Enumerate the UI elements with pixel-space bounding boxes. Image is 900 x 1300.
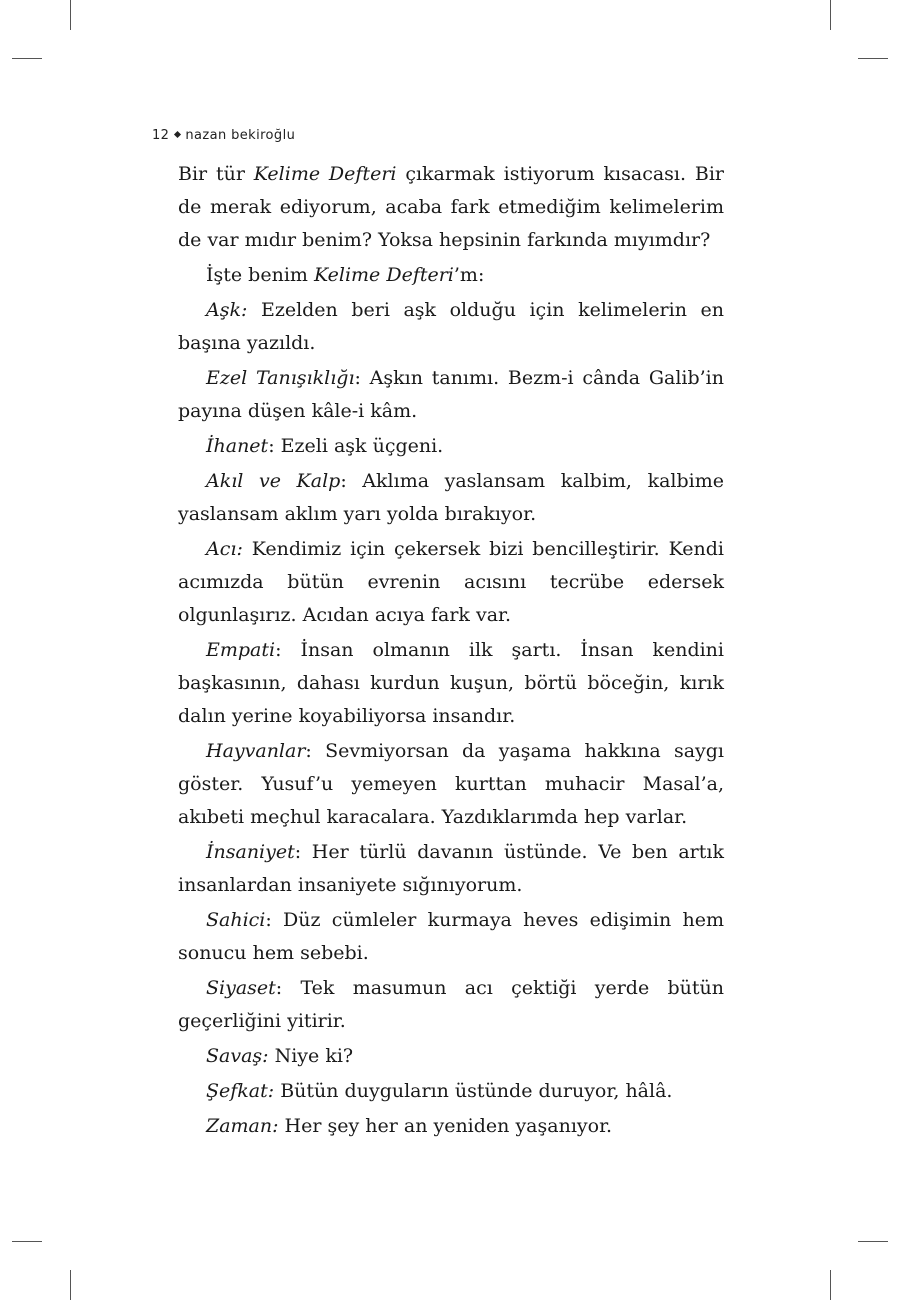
crop-mark-left-bottom bbox=[12, 1241, 42, 1242]
crop-mark-top-left bbox=[70, 0, 71, 30]
term-label: Savaş: bbox=[206, 1045, 269, 1067]
paragraph bbox=[178, 735, 724, 834]
paragraph-text: : Düz cümleler kurmaya heves edişimin hem sonucu hem sebebi. bbox=[178, 909, 724, 964]
author-name: nazan bekiroğlu bbox=[185, 128, 296, 143]
term-label: Ezel Tanışıklığı bbox=[206, 367, 355, 389]
paragraph bbox=[178, 1040, 724, 1073]
term-label: Empati bbox=[206, 639, 276, 661]
paragraph-text: çıkarmak istiyorum kısacası. Bir de merak ediyorum, acaba fark etmediğim kelimelerim de var mıdır benim? Yoksa hepsinin farkında mıyımdır? bbox=[178, 163, 724, 251]
term-label: Aşk: bbox=[206, 299, 248, 321]
paragraph bbox=[178, 533, 724, 632]
term-label: İhanet bbox=[206, 435, 269, 457]
crop-mark-right-top bbox=[858, 58, 888, 59]
paragraph-text: : Sevmiyorsan da yaşama hakkına saygı göster. Yusuf’u yemeyen kurttan muhacir Masal’a, akıbeti meçhul karacalara. Yazdıklarımda hep varlar. bbox=[178, 740, 724, 828]
paragraph-text: : Her türlü davanın üstünde. Ve ben artık insanlardan insaniyete sığınıyorum. bbox=[178, 841, 724, 896]
paragraph-text: : Tek masumun acı çektiği yerde bütün geçerliğini yitirir. bbox=[178, 977, 724, 1032]
crop-mark-right-bottom bbox=[858, 1241, 888, 1242]
term-label: Sahici bbox=[206, 909, 266, 931]
paragraph-text: : İnsan olmanın ilk şartı. İnsan kendini başkasının, dahası kurdun kuşun, börtü böceğin, kırık dalın yerine koyabiliyorsa insandır. bbox=[178, 639, 724, 727]
paragraph-text: : Aşkın tanımı. Bezm-i cânda Galib’in payına düşen kâle-i kâm. bbox=[178, 367, 724, 422]
paragraph-text: Bir tür bbox=[178, 163, 254, 185]
paragraph bbox=[178, 634, 724, 733]
paragraph-text: : Aklıma yaslansam kalbim, kalbime yaslansam aklım yarı yolda bırakıyor. bbox=[178, 470, 724, 525]
paragraph-text: Her şey her an yeniden yaşanıyor. bbox=[278, 1115, 613, 1137]
paragraph-text: Kendimiz için çekersek bizi bencilleştirir. Kendi acımızda bütün evrenin acısını tecrübe edersek olgunlaşırız. Acıdan acıya fark var. bbox=[178, 538, 724, 626]
paragraph bbox=[178, 259, 724, 292]
paragraph-text: Niye ki? bbox=[268, 1045, 354, 1067]
paragraph bbox=[178, 294, 724, 360]
term-label: İnsaniyet bbox=[206, 841, 295, 863]
term-label: Şefkat: bbox=[206, 1080, 275, 1102]
paragraph-text: Bütün duyguların üstünde duruyor, hâlâ. bbox=[274, 1080, 673, 1102]
body-text bbox=[178, 158, 724, 1145]
running-head bbox=[152, 128, 295, 143]
paragraph-text: İşte benim bbox=[206, 264, 314, 286]
crop-mark-bottom-right bbox=[830, 1270, 831, 1300]
paragraph bbox=[178, 362, 724, 428]
paragraph bbox=[178, 465, 724, 531]
paragraph bbox=[178, 904, 724, 970]
paragraph bbox=[178, 1075, 724, 1108]
paragraph bbox=[178, 972, 724, 1038]
page-number: 12 bbox=[152, 128, 170, 143]
term-label: Acı: bbox=[206, 538, 243, 560]
term-label: Siyaset bbox=[206, 977, 276, 999]
crop-mark-top-right bbox=[830, 0, 831, 30]
term-label: Akıl ve Kalp bbox=[206, 470, 341, 492]
crop-mark-left-top bbox=[12, 58, 42, 59]
term-label: Kelime Defteri bbox=[253, 163, 397, 185]
term-label: Zaman: bbox=[206, 1115, 279, 1137]
crop-mark-bottom-left bbox=[70, 1270, 71, 1300]
term-label: Hayvanlar bbox=[206, 740, 306, 762]
paragraph-text: ’m: bbox=[453, 264, 485, 286]
paragraph bbox=[178, 158, 724, 257]
paragraph bbox=[178, 1110, 724, 1143]
paragraph-text: : Ezeli aşk üçgeni. bbox=[268, 435, 444, 457]
paragraph-text: Ezelden beri aşk olduğu için kelimelerin en başına yazıldı. bbox=[178, 299, 724, 354]
diamond-icon bbox=[174, 131, 181, 138]
paragraph bbox=[178, 430, 724, 463]
paragraph bbox=[178, 836, 724, 902]
term-label: Kelime Defteri bbox=[313, 264, 454, 286]
